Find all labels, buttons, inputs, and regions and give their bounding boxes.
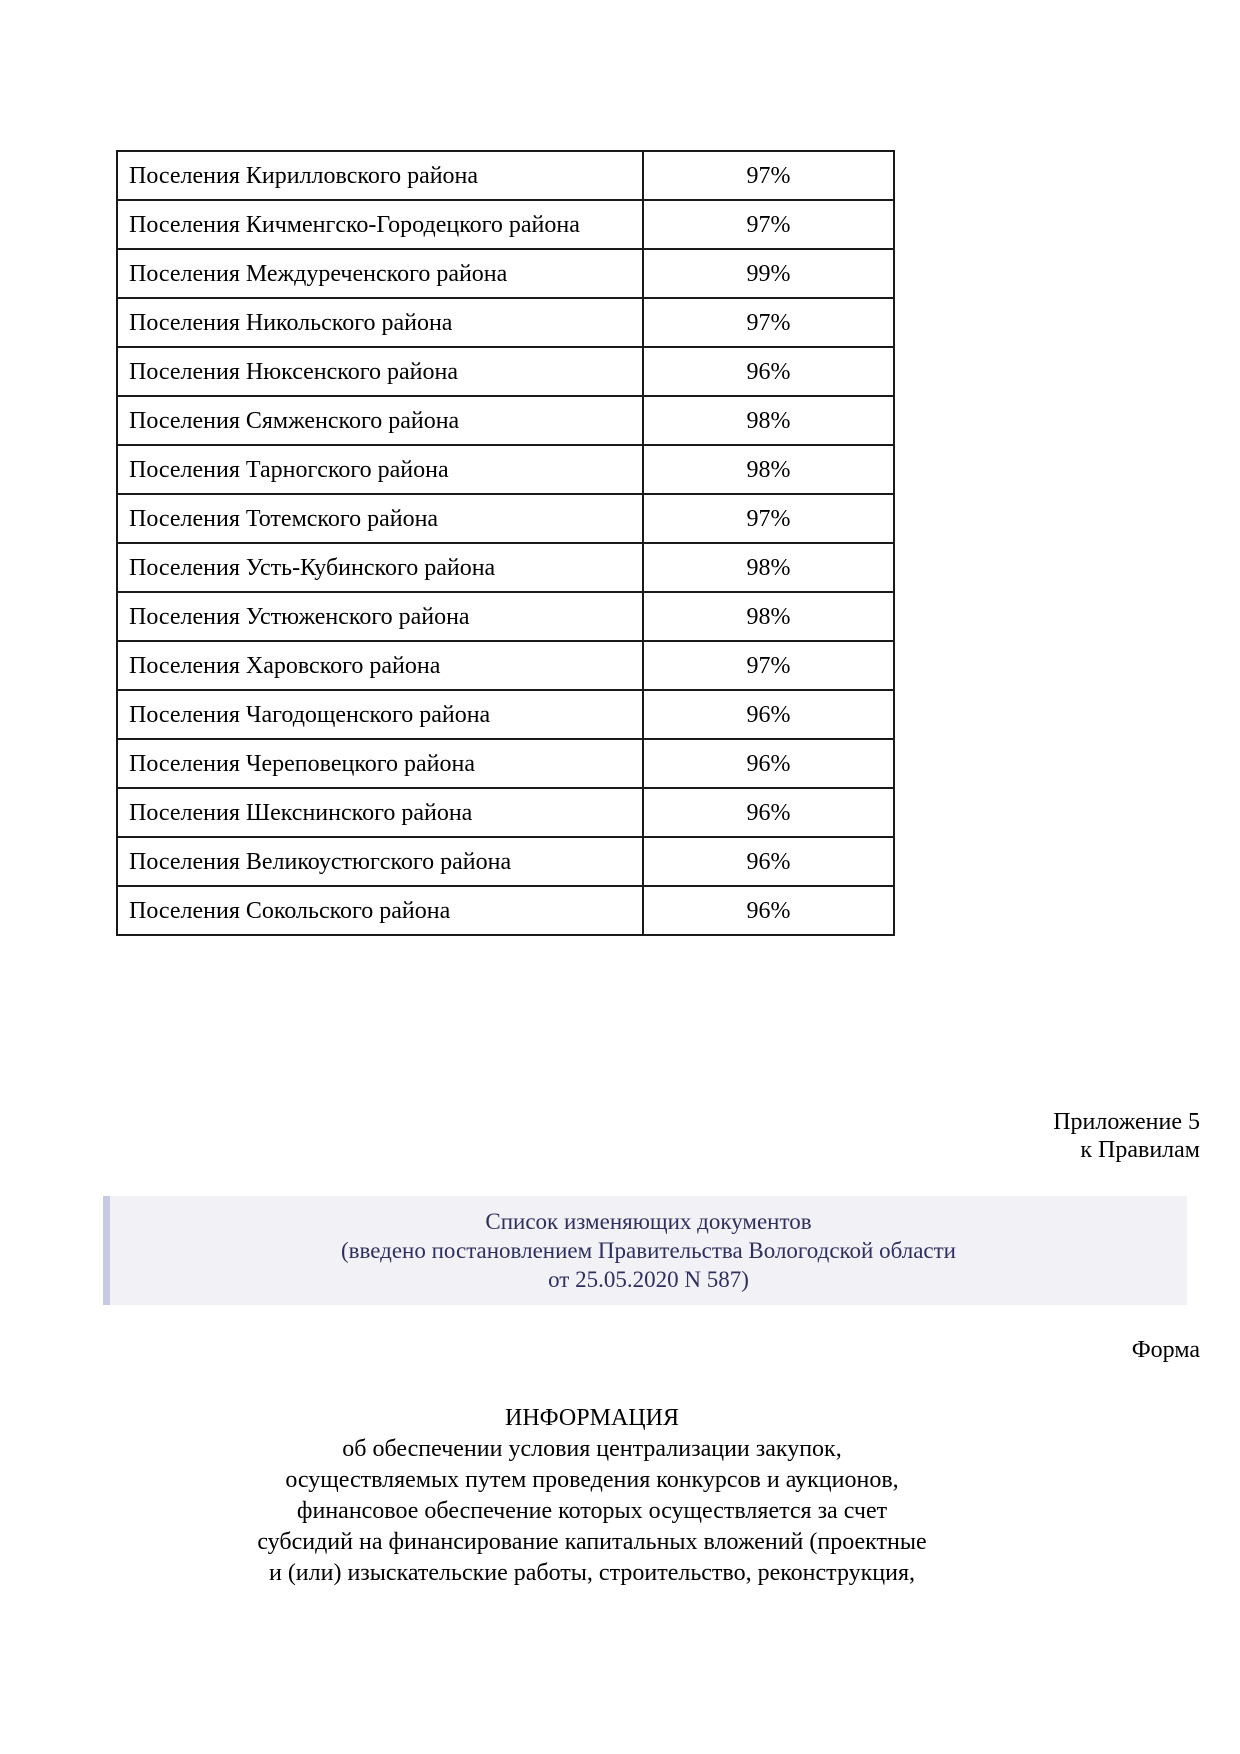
settlement-name: Поселения Устюженского района xyxy=(117,592,643,641)
appendix-reference xyxy=(1053,1108,1200,1164)
form-label: Форма xyxy=(1131,1337,1200,1363)
settlement-rate: 98% xyxy=(643,445,894,494)
table-row xyxy=(117,298,894,347)
settlement-name: Поселения Чагодощенского района xyxy=(117,690,643,739)
settlement-name: Поселения Усть-Кубинского района xyxy=(117,543,643,592)
settlement-rate: 97% xyxy=(643,494,894,543)
table-row xyxy=(117,494,894,543)
table-row xyxy=(117,641,894,690)
settlement-rate: 98% xyxy=(643,592,894,641)
amendments-date-number: от 25.05.2020 N 587) xyxy=(548,1267,749,1292)
table-row xyxy=(117,543,894,592)
info-subtitle-line: об обеспечении условия централизации закупок, xyxy=(342,1436,842,1462)
table-row xyxy=(117,396,894,445)
settlement-rate: 97% xyxy=(643,298,894,347)
info-subtitle-line: субсидий на финансирование капитальных вложений (проектные xyxy=(257,1529,927,1555)
settlement-rate: 96% xyxy=(643,690,894,739)
appendix-target: к Правилам xyxy=(1080,1137,1200,1163)
info-subtitle-line: и (или) изыскательские работы, строительство, реконструкция, xyxy=(268,1560,916,1586)
settlement-name: Поселения Череповецкого района xyxy=(117,739,643,788)
settlement-rates-table xyxy=(116,150,895,936)
settlement-name: Поселения Кирилловского района xyxy=(117,151,643,200)
settlement-name: Поселения Великоустюгского района xyxy=(117,837,643,886)
table-row xyxy=(117,347,894,396)
settlement-name: Поселения Сокольского района xyxy=(117,886,643,935)
info-subtitle-line: финансовое обеспечение которых осуществляется за счет xyxy=(296,1498,888,1524)
table-row xyxy=(117,592,894,641)
settlement-name: Поселения Нюксенского района xyxy=(117,347,643,396)
table-row xyxy=(117,886,894,935)
amending-documents-box xyxy=(103,1196,1187,1305)
settlement-rate: 99% xyxy=(643,249,894,298)
settlement-rate: 96% xyxy=(643,347,894,396)
settlement-name: Поселения Кичменгско-Городецкого района xyxy=(117,200,643,249)
settlement-rate: 96% xyxy=(643,886,894,935)
info-subtitle-line: осуществляемых путем проведения конкурсов и аукционов, xyxy=(285,1467,899,1493)
settlement-name: Поселения Тарногского района xyxy=(117,445,643,494)
table-row xyxy=(117,200,894,249)
settlement-rate: 97% xyxy=(643,200,894,249)
settlement-rate: 98% xyxy=(643,543,894,592)
settlement-rate: 97% xyxy=(643,151,894,200)
appendix-number: Приложение 5 xyxy=(1053,1109,1200,1135)
settlement-name: Поселения Тотемского района xyxy=(117,494,643,543)
settlement-rate: 96% xyxy=(643,788,894,837)
settlement-name: Поселения Харовского района xyxy=(117,641,643,690)
amendments-title: Список изменяющих документов xyxy=(485,1209,812,1234)
settlement-rate: 96% xyxy=(643,837,894,886)
amendments-source: (введено постановлением Правительства Вологодской области xyxy=(341,1238,956,1263)
table-row xyxy=(117,690,894,739)
table-row xyxy=(117,739,894,788)
info-title: ИНФОРМАЦИЯ xyxy=(505,1405,679,1431)
table-row xyxy=(117,788,894,837)
table-row xyxy=(117,445,894,494)
table-row xyxy=(117,837,894,886)
settlement-name: Поселения Сямженского района xyxy=(117,396,643,445)
table-row xyxy=(117,249,894,298)
settlement-rate: 96% xyxy=(643,739,894,788)
settlement-name: Поселения Шекснинского района xyxy=(117,788,643,837)
settlement-name: Поселения Никольского района xyxy=(117,298,643,347)
table-row xyxy=(117,151,894,200)
settlement-rate: 97% xyxy=(643,641,894,690)
information-heading xyxy=(40,1403,1144,1589)
settlement-name: Поселения Междуреченского района xyxy=(117,249,643,298)
settlement-rate: 98% xyxy=(643,396,894,445)
